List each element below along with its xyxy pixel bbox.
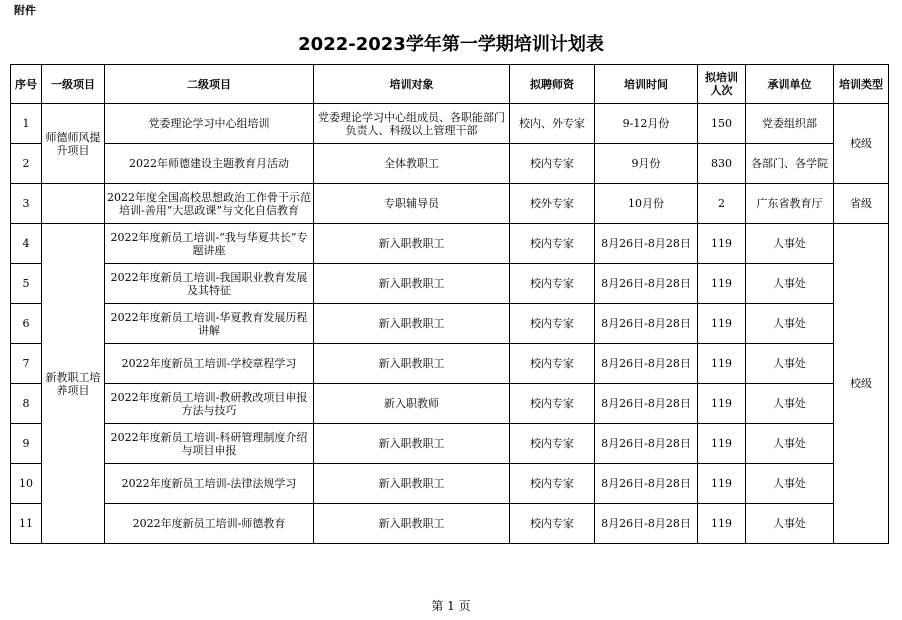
table-row (11, 344, 889, 384)
cell-unit: 人事处 (746, 264, 834, 304)
cell-teacher: 校内专家 (510, 144, 595, 184)
cell-level2: 2022年师德建设主题教育月活动 (105, 144, 314, 184)
cell-count: 119 (698, 504, 746, 544)
cell-target: 新入职教职工 (314, 344, 510, 384)
cell-level2: 2022年度新员工培训-“我与华夏共长”专题讲座 (105, 224, 314, 264)
cell-teacher: 校内专家 (510, 224, 595, 264)
col-header-no: 序号 (11, 65, 42, 104)
cell-count: 119 (698, 224, 746, 264)
cell-no: 11 (11, 504, 42, 544)
col-header-target: 培训对象 (314, 65, 510, 104)
cell-level2: 2022年度全国高校思想政治工作骨干示范培训-善用“大思政课”与文化自信教育 (105, 184, 314, 224)
cell-count: 119 (698, 264, 746, 304)
cell-time: 9月份 (595, 144, 698, 184)
cell-no: 10 (11, 464, 42, 504)
cell-time: 10月份 (595, 184, 698, 224)
col-header-level1: 一级项目 (42, 65, 105, 104)
cell-time: 8月26日-8月28日 (595, 384, 698, 424)
cell-teacher: 校内、外专家 (510, 104, 595, 144)
cell-no: 9 (11, 424, 42, 464)
cell-teacher: 校内专家 (510, 504, 595, 544)
cell-teacher: 校内专家 (510, 424, 595, 464)
cell-target: 新入职教职工 (314, 304, 510, 344)
cell-unit: 人事处 (746, 224, 834, 264)
cell-teacher: 校外专家 (510, 184, 595, 224)
cell-unit: 人事处 (746, 384, 834, 424)
cell-unit: 广东省教育厅 (746, 184, 834, 224)
cell-level1-group: 新教职工培养项目 (42, 224, 105, 544)
cell-level1-blank (42, 184, 105, 224)
cell-target: 新入职教职工 (314, 264, 510, 304)
cell-no: 8 (11, 384, 42, 424)
cell-time: 8月26日-8月28日 (595, 304, 698, 344)
cell-level2: 2022年度新员工培训-师德教育 (105, 504, 314, 544)
cell-target: 新入职教职工 (314, 504, 510, 544)
table-row (11, 504, 889, 544)
cell-unit: 各部门、各学院 (746, 144, 834, 184)
cell-no: 2 (11, 144, 42, 184)
cell-teacher: 校内专家 (510, 304, 595, 344)
cell-teacher: 校内专家 (510, 264, 595, 304)
cell-time: 9-12月份 (595, 104, 698, 144)
page-number: 第 1 页 (431, 599, 471, 613)
col-header-type: 培训类型 (834, 65, 889, 104)
cell-level2: 2022年度新员工培训-法律法规学习 (105, 464, 314, 504)
cell-level2: 2022年度新员工培训-华夏教育发展历程讲解 (105, 304, 314, 344)
cell-count: 119 (698, 384, 746, 424)
cell-level2: 2022年度新员工培训-我国职业教育发展及其特征 (105, 264, 314, 304)
cell-count: 150 (698, 104, 746, 144)
cell-target: 新入职教职工 (314, 224, 510, 264)
cell-count: 119 (698, 424, 746, 464)
cell-count: 119 (698, 344, 746, 384)
table-row (11, 424, 889, 464)
table-row (11, 384, 889, 424)
col-header-level2: 二级项目 (105, 65, 314, 104)
cell-target: 党委理论学习中心组成员、各职能部门负责人、科级以上管理干部 (314, 104, 510, 144)
cell-level1-group: 师德师风提升项目 (42, 104, 105, 184)
col-header-unit: 承训单位 (746, 65, 834, 104)
cell-unit: 人事处 (746, 464, 834, 504)
training-plan-table (10, 64, 889, 544)
cell-no: 3 (11, 184, 42, 224)
cell-unit: 人事处 (746, 304, 834, 344)
cell-time: 8月26日-8月28日 (595, 504, 698, 544)
cell-no: 4 (11, 224, 42, 264)
cell-no: 7 (11, 344, 42, 384)
col-header-count: 拟培训人次 (698, 65, 746, 104)
cell-target: 全体教职工 (314, 144, 510, 184)
cell-no: 1 (11, 104, 42, 144)
cell-no: 5 (11, 264, 42, 304)
col-header-time: 培训时间 (595, 65, 698, 104)
cell-type: 校级 (834, 104, 889, 184)
cell-count: 830 (698, 144, 746, 184)
cell-level2: 党委理论学习中心组培训 (105, 104, 314, 144)
cell-time: 8月26日-8月28日 (595, 464, 698, 504)
page-title: 2022-2023学年第一学期培训计划表 (298, 34, 604, 55)
cell-type: 省级 (834, 184, 889, 224)
cell-teacher: 校内专家 (510, 464, 595, 504)
cell-no: 6 (11, 304, 42, 344)
cell-unit: 人事处 (746, 424, 834, 464)
cell-unit: 党委组织部 (746, 104, 834, 144)
cell-unit: 人事处 (746, 504, 834, 544)
cell-count: 119 (698, 464, 746, 504)
cell-teacher: 校内专家 (510, 344, 595, 384)
cell-time: 8月26日-8月28日 (595, 424, 698, 464)
cell-target: 专职辅导员 (314, 184, 510, 224)
table-row (11, 464, 889, 504)
cell-target: 新入职教职工 (314, 464, 510, 504)
cell-target: 新入职教师 (314, 384, 510, 424)
table-header-row (11, 65, 889, 104)
table-row (11, 304, 889, 344)
cell-target: 新入职教职工 (314, 424, 510, 464)
attachment-label: 附件 (14, 4, 36, 17)
cell-teacher: 校内专家 (510, 384, 595, 424)
table-row (11, 264, 889, 304)
table-row (11, 224, 889, 264)
cell-time: 8月26日-8月28日 (595, 264, 698, 304)
cell-level2: 2022年度新员工培训-学校章程学习 (105, 344, 314, 384)
cell-unit: 人事处 (746, 344, 834, 384)
table-row (11, 104, 889, 144)
cell-count: 119 (698, 304, 746, 344)
cell-count: 2 (698, 184, 746, 224)
col-header-teacher: 拟聘师资 (510, 65, 595, 104)
cell-type: 校级 (834, 224, 889, 544)
cell-time: 8月26日-8月28日 (595, 344, 698, 384)
cell-level2: 2022年度新员工培训-科研管理制度介绍与项目申报 (105, 424, 314, 464)
table-row (11, 184, 889, 224)
cell-time: 8月26日-8月28日 (595, 224, 698, 264)
table-row (11, 144, 889, 184)
cell-level2: 2022年度新员工培训-教研教改项目申报方法与技巧 (105, 384, 314, 424)
